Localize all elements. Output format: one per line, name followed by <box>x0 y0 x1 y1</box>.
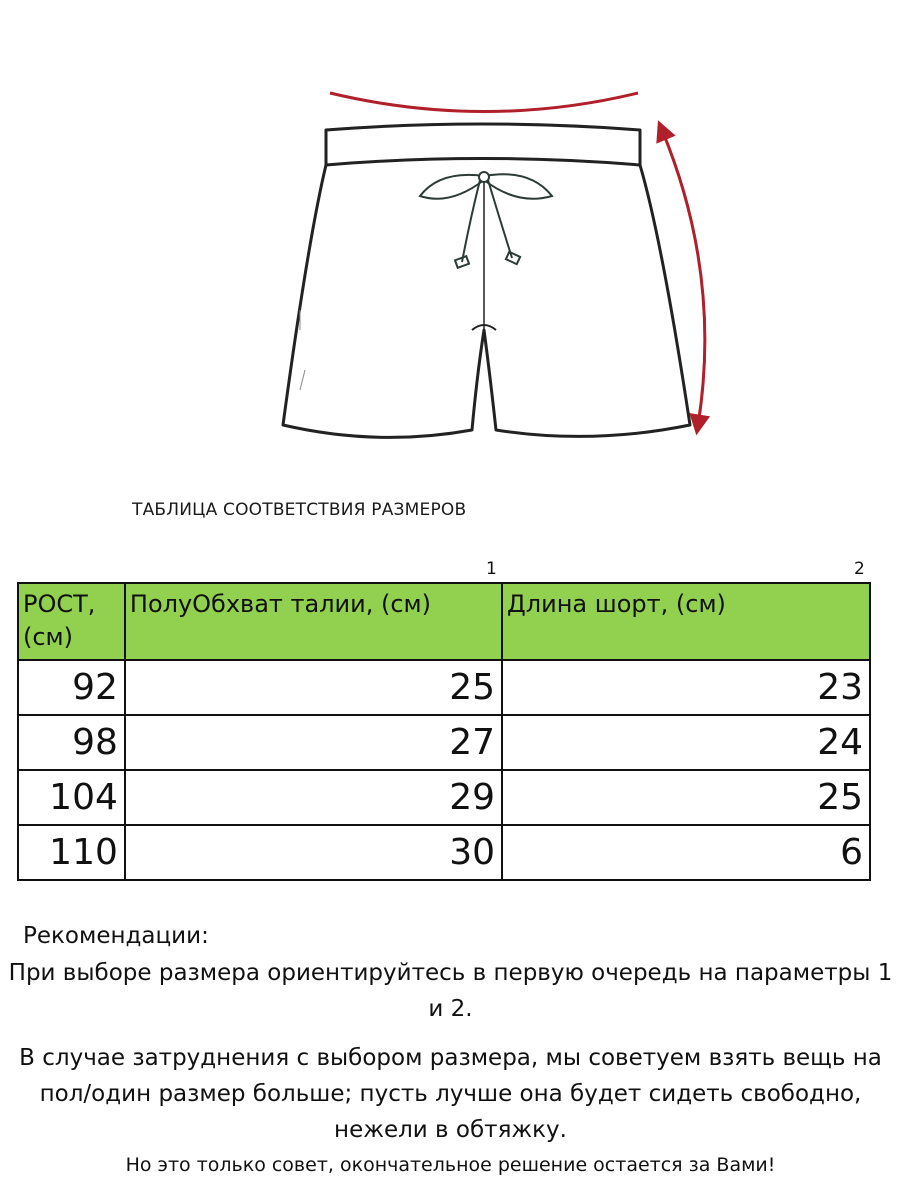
cell-height: 104 <box>18 770 125 825</box>
column-marker-1: 1 <box>486 559 497 579</box>
shorts-illustration <box>0 0 901 470</box>
cell-waist: 30 <box>125 825 502 880</box>
size-chart-title: ТАБЛИЦА СООТВЕТСТВИЯ РАЗМЕРОВ <box>132 500 467 520</box>
recommendation-primary: При выборе размера ориентируйтесь в первую очередь на параметры 1 и 2. <box>8 960 893 1022</box>
size-table <box>17 582 871 881</box>
table-header-row <box>18 583 870 660</box>
recommendation-size-up: В случае затруднения с выбором размера, мы советуем взять вещь на пол/один размер больше; пусть лучше она будет сидеть свободно, нежели в обтяжку. <box>19 1045 882 1143</box>
table-row <box>18 770 870 825</box>
recommendations-title: Рекомендации: <box>23 923 209 949</box>
column-marker-2: 2 <box>854 559 865 579</box>
cell-waist: 25 <box>125 660 502 715</box>
table-row <box>18 660 870 715</box>
cell-length: 6 <box>502 825 870 880</box>
cell-waist: 27 <box>125 715 502 770</box>
cell-length: 25 <box>502 770 870 825</box>
header-length: Длина шорт, (см) <box>502 583 870 660</box>
cell-length: 24 <box>502 715 870 770</box>
waist-measure-curve <box>330 93 638 112</box>
cell-height: 110 <box>18 825 125 880</box>
cell-length: 23 <box>502 660 870 715</box>
table-row <box>18 825 870 880</box>
header-height: РОСТ, (см) <box>18 583 125 660</box>
table-row <box>18 715 870 770</box>
cell-height: 98 <box>18 715 125 770</box>
cell-height: 92 <box>18 660 125 715</box>
shorts-outline <box>283 124 690 437</box>
header-waist: ПолуОбхват талии, (см) <box>125 583 502 660</box>
recommendation-disclaimer: Но это только совет, окончательное решение остается за Вами! <box>125 1154 776 1176</box>
cell-waist: 29 <box>125 770 502 825</box>
